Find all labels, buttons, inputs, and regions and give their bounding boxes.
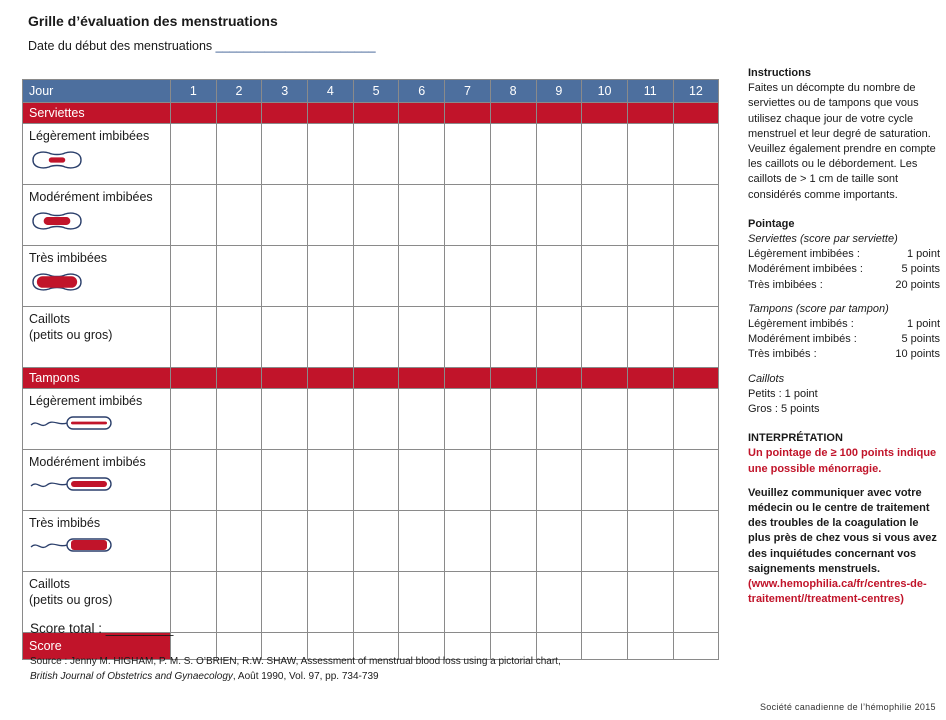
- tampon-row-2-day-1-cell[interactable]: [171, 450, 217, 511]
- tampon-row-3-day-10-cell[interactable]: [582, 511, 628, 572]
- pad-score-points: 5 points: [901, 263, 940, 276]
- pad-row-4-day-1-cell[interactable]: [171, 307, 217, 368]
- source-journal: British Journal of Obstetrics and Gynaecology: [30, 671, 233, 682]
- tampon-score-3: [748, 347, 940, 362]
- header-day-10: 10: [582, 80, 628, 103]
- pad-row-2-day-6-cell[interactable]: [399, 185, 445, 246]
- clot-score-2: Gros : 5 points: [748, 403, 820, 416]
- pads-section-band-cell: [536, 103, 582, 124]
- tampon-score-label: Légèrement imbibés :: [748, 318, 854, 331]
- pad-row-3-day-11-cell[interactable]: [627, 246, 673, 307]
- tampon-row-3-day-9-cell[interactable]: [536, 511, 582, 572]
- pad-row-2-label: [23, 185, 171, 246]
- pads-section-band-cell: [627, 103, 673, 124]
- tampon-row-4-day-4-cell[interactable]: [308, 572, 354, 633]
- pad-row-3-day-8-cell[interactable]: [490, 246, 536, 307]
- interpretation-text: Un pointage de ≥ 100 points indique une possible ménorragie.: [748, 447, 937, 475]
- tampons-section-band-cell: [627, 368, 673, 389]
- tampon-row-1-day-5-cell[interactable]: [353, 389, 399, 450]
- pad-row-1-day-12-cell[interactable]: [673, 124, 719, 185]
- tampon-heavy-icon: [29, 535, 170, 555]
- pad-score-label: Légèrement imbibées :: [748, 248, 860, 261]
- pad-row-1-day-5-cell[interactable]: [353, 124, 399, 185]
- pad-row-1-label: [23, 124, 171, 185]
- tampon-row-4-day-1-cell[interactable]: [171, 572, 217, 633]
- tampon-row-4-day-8-cell[interactable]: [490, 572, 536, 633]
- tampon-row-2-day-3-cell[interactable]: [262, 450, 308, 511]
- tampon-row-4-day-10-cell[interactable]: [582, 572, 628, 633]
- tampon-row-4-day-12-cell[interactable]: [673, 572, 719, 633]
- pad-row-1-day-7-cell[interactable]: [445, 124, 491, 185]
- pad-row-1-day-8-cell[interactable]: [490, 124, 536, 185]
- tampon-score-points: 1 point: [906, 318, 940, 331]
- pad-row-4-day-12-cell[interactable]: [673, 307, 719, 368]
- pads-section-band-cell: [445, 103, 491, 124]
- tampon-row-3-day-4-cell[interactable]: [308, 511, 354, 572]
- pad-row-1-day-6-cell[interactable]: [399, 124, 445, 185]
- pad-row-3: [23, 246, 719, 307]
- pad-row-4-day-3-cell[interactable]: [262, 307, 308, 368]
- pointage-title: Pointage: [748, 217, 795, 230]
- treatment-centres-link[interactable]: (www.hemophilia.ca/fr/centres-de-traitement//treatment-centres): [748, 578, 927, 606]
- instructions-text: Faites un décompte du nombre de serviettes ou de tampons que vous utilisez chaque jour de votre cycle menstruel et leur degré de saturation. Veuillez également prendre en compte les caillots ou le débordement. Les caillots de > 1 cm de taille sont considérés comme importants.: [748, 82, 936, 201]
- tampon-row-2-label-text: Modérément imbibés: [29, 455, 146, 469]
- pad-row-4-day-5-cell[interactable]: [353, 307, 399, 368]
- tampon-row-1-day-2-cell[interactable]: [216, 389, 262, 450]
- tampon-row-2-day-2-cell[interactable]: [216, 450, 262, 511]
- pad-row-1-day-4-cell[interactable]: [308, 124, 354, 185]
- pads-section-band-cell: [673, 103, 719, 124]
- pad-row-3-day-6-cell[interactable]: [399, 246, 445, 307]
- pads-section-row: [23, 103, 719, 124]
- pad-row-2-day-5-cell[interactable]: [353, 185, 399, 246]
- pad-score-points: 20 points: [895, 278, 940, 291]
- tampon-row-3: [23, 511, 719, 572]
- header-day-8: 8: [490, 80, 536, 103]
- tampon-row-3-day-6-cell[interactable]: [399, 511, 445, 572]
- pad-row-1-day-2-cell[interactable]: [216, 124, 262, 185]
- tampon-row-2-day-11-cell[interactable]: [627, 450, 673, 511]
- pad-row-4-day-11-cell[interactable]: [627, 307, 673, 368]
- source-line-1: Source : Jenny M. HIGHAM, P. M. S. O’BRIEN, R.W. SHAW, Assessment of menstrual blood loss using a pictorial chart,: [30, 656, 561, 667]
- pad-row-3-day-10-cell[interactable]: [582, 246, 628, 307]
- tampon-row-1-label-text: Légèrement imbibés: [29, 394, 143, 408]
- score-day-12-cell[interactable]: [673, 633, 719, 660]
- page-title: Grille d’évaluation des menstruations: [28, 13, 278, 29]
- tampons-section-band-cell: [353, 368, 399, 389]
- pads-section-label: Serviettes: [23, 103, 171, 124]
- tampon-row-4-day-3-cell[interactable]: [262, 572, 308, 633]
- tampons-section-band-cell: [171, 368, 217, 389]
- pad-row-3-day-3-cell[interactable]: [262, 246, 308, 307]
- start-date-line: [28, 39, 376, 53]
- tampon-row-3-day-7-cell[interactable]: [445, 511, 491, 572]
- tampon-row-2-day-10-cell[interactable]: [582, 450, 628, 511]
- pads-scores-list: [748, 247, 940, 293]
- pad-score-3: [748, 278, 940, 293]
- pad-row-4-day-6-cell[interactable]: [399, 307, 445, 368]
- evaluation-grid: [22, 79, 719, 660]
- pad-row-3-day-9-cell[interactable]: [536, 246, 582, 307]
- pad-row-2-day-8-cell[interactable]: [490, 185, 536, 246]
- tampon-row-4-label-sub: (petits ou gros): [29, 593, 113, 607]
- pad-row-1-day-1-cell[interactable]: [171, 124, 217, 185]
- tampon-row-2-day-8-cell[interactable]: [490, 450, 536, 511]
- tampon-score-points: 5 points: [901, 333, 940, 346]
- header-day-12: 12: [673, 80, 719, 103]
- tampon-row-4-day-11-cell[interactable]: [627, 572, 673, 633]
- pad-row-2-day-11-cell[interactable]: [627, 185, 673, 246]
- tampon-row-3-day-12-cell[interactable]: [673, 511, 719, 572]
- tampon-row-1-day-9-cell[interactable]: [536, 389, 582, 450]
- pad-row-4-day-7-cell[interactable]: [445, 307, 491, 368]
- tampon-row-2-day-5-cell[interactable]: [353, 450, 399, 511]
- tampon-row-1-day-10-cell[interactable]: [582, 389, 628, 450]
- tampon-score-label: Modérément imbibés :: [748, 333, 857, 346]
- header-day-7: 7: [445, 80, 491, 103]
- tampon-row-1-day-6-cell[interactable]: [399, 389, 445, 450]
- tampon-row-1-day-3-cell[interactable]: [262, 389, 308, 450]
- pads-section-band-cell: [582, 103, 628, 124]
- tampon-row-1-day-11-cell[interactable]: [627, 389, 673, 450]
- pad-row-2-day-2-cell[interactable]: [216, 185, 262, 246]
- tampon-row-4-day-5-cell[interactable]: [353, 572, 399, 633]
- tampon-row-3-day-11-cell[interactable]: [627, 511, 673, 572]
- tampon-row-4-day-7-cell[interactable]: [445, 572, 491, 633]
- tampon-row-3-label-text: Très imbibés: [29, 516, 101, 530]
- tampon-row-2: [23, 450, 719, 511]
- tampon-row-2-day-4-cell[interactable]: [308, 450, 354, 511]
- tampons-section-row: [23, 368, 719, 389]
- pad-row-2-day-7-cell[interactable]: [445, 185, 491, 246]
- tampon-row-2-label: [23, 450, 171, 511]
- pad-row-3-label-text: Très imbibées: [29, 251, 108, 265]
- pad-row-2-day-10-cell[interactable]: [582, 185, 628, 246]
- tampon-row-3-label: [23, 511, 171, 572]
- pad-score-2: [748, 262, 940, 277]
- pad-row-4-day-9-cell[interactable]: [536, 307, 582, 368]
- clots-scores-list: [748, 387, 940, 417]
- tampon-row-4-day-9-cell[interactable]: [536, 572, 582, 633]
- pad-row-3-day-2-cell[interactable]: [216, 246, 262, 307]
- clot-score-1: Petits : 1 point: [748, 387, 818, 400]
- tampon-row-1-day-7-cell[interactable]: [445, 389, 491, 450]
- tampon-row-1-day-8-cell[interactable]: [490, 389, 536, 450]
- tampons-scores-title: Tampons (score par tampon): [748, 302, 889, 315]
- pad-row-3-day-12-cell[interactable]: [673, 246, 719, 307]
- tampon-row-3-day-1-cell[interactable]: [171, 511, 217, 572]
- tampons-section-label: Tampons: [23, 368, 171, 389]
- tampon-row-2-day-7-cell[interactable]: [445, 450, 491, 511]
- pad-light-icon: [29, 148, 170, 172]
- source-details: , Août 1990, Vol. 97, pp. 734-739: [232, 671, 379, 682]
- tampon-row-4-label-text: Caillots: [29, 577, 70, 591]
- header-jour: Jour: [23, 80, 171, 103]
- tampon-row-3-day-2-cell[interactable]: [216, 511, 262, 572]
- tampon-score-label: Très imbibés :: [748, 348, 817, 361]
- tampons-section-band-cell: [536, 368, 582, 389]
- header-day-3: 3: [262, 80, 308, 103]
- pad-row-2-day-4-cell[interactable]: [308, 185, 354, 246]
- interpretation-title: INTERPRÉTATION: [748, 432, 843, 445]
- tampon-row-3-day-5-cell[interactable]: [353, 511, 399, 572]
- tampon-row-3-day-8-cell[interactable]: [490, 511, 536, 572]
- footer-credit: Société canadienne de l’hémophilie 2015: [760, 702, 936, 712]
- pads-section-band-cell: [171, 103, 217, 124]
- header-day-1: 1: [171, 80, 217, 103]
- source-citation: [30, 654, 670, 684]
- pad-moderate-icon: [29, 209, 170, 233]
- tampon-row-3-day-3-cell[interactable]: [262, 511, 308, 572]
- pad-row-1-label-text: Légèrement imbibées: [29, 129, 150, 143]
- pad-row-2-day-12-cell[interactable]: [673, 185, 719, 246]
- tampon-row-1-day-4-cell[interactable]: [308, 389, 354, 450]
- pad-row-3-day-7-cell[interactable]: [445, 246, 491, 307]
- pad-row-3-day-1-cell[interactable]: [171, 246, 217, 307]
- tampon-score-2: [748, 332, 940, 347]
- contact-text: Veuillez communiquer avec votre médecin ou le centre de traitement des troubles de la coagulation le plus près de chez vous si vous avez des inquiétudes concernant vos saignements menstruels.: [748, 486, 937, 575]
- tampon-row-4-day-6-cell[interactable]: [399, 572, 445, 633]
- tampon-score-points: 10 points: [895, 348, 940, 361]
- tampon-row-1-day-1-cell[interactable]: [171, 389, 217, 450]
- pad-score-label: Modérément imbibées :: [748, 263, 863, 276]
- tampon-score-1: [748, 317, 940, 332]
- tampon-row-1-day-12-cell[interactable]: [673, 389, 719, 450]
- pad-row-2-label-text: Modérément imbibées: [29, 190, 153, 204]
- tampons-section-band-cell: [216, 368, 262, 389]
- tampons-section-band-cell: [490, 368, 536, 389]
- pads-section-band-cell: [353, 103, 399, 124]
- header-day-5: 5: [353, 80, 399, 103]
- tampons-section-band-cell: [308, 368, 354, 389]
- pad-row-4-day-4-cell[interactable]: [308, 307, 354, 368]
- pad-row-4-day-10-cell[interactable]: [582, 307, 628, 368]
- pad-row-1-day-10-cell[interactable]: [582, 124, 628, 185]
- pad-row-2-day-1-cell[interactable]: [171, 185, 217, 246]
- sidebar: [748, 66, 940, 608]
- start-date-label: Date du début des menstruations: [28, 39, 213, 53]
- pads-section-band-cell: [308, 103, 354, 124]
- pad-row-4-label: [23, 307, 171, 368]
- pad-score-label: Très imbibées :: [748, 278, 823, 291]
- tampon-moderate-icon: [29, 474, 170, 494]
- header-day-4: 4: [308, 80, 354, 103]
- tampon-row-1: [23, 389, 719, 450]
- pad-score-1: [748, 247, 940, 262]
- pad-row-4-label-sub: (petits ou gros): [29, 328, 113, 342]
- pad-heavy-icon: [29, 270, 170, 294]
- tampon-row-2-day-6-cell[interactable]: [399, 450, 445, 511]
- tampons-section-band-cell: [582, 368, 628, 389]
- tampons-scores-list: [748, 317, 940, 363]
- header-day-11: 11: [627, 80, 673, 103]
- clots-scores-title: Caillots: [748, 372, 785, 385]
- tampons-section-band-cell: [262, 368, 308, 389]
- tampons-section-band-cell: [399, 368, 445, 389]
- pad-row-2-day-3-cell[interactable]: [262, 185, 308, 246]
- pads-section-band-cell: [216, 103, 262, 124]
- tampon-row-4-day-2-cell[interactable]: [216, 572, 262, 633]
- pads-scores-title: Serviettes (score par serviette): [748, 233, 898, 246]
- total-score-line[interactable]: Score total : _________: [30, 621, 174, 636]
- pad-row-4-day-8-cell[interactable]: [490, 307, 536, 368]
- tampon-light-icon: [29, 413, 170, 433]
- pad-row-4: [23, 307, 719, 368]
- pad-row-1-day-11-cell[interactable]: [627, 124, 673, 185]
- pad-row-4-label-text: Caillots: [29, 312, 70, 326]
- tampon-row-2-day-12-cell[interactable]: [673, 450, 719, 511]
- tampons-section-band-cell: [445, 368, 491, 389]
- header-day-9: 9: [536, 80, 582, 103]
- pad-row-1-day-3-cell[interactable]: [262, 124, 308, 185]
- pads-section-band-cell: [262, 103, 308, 124]
- tampons-section-band-cell: [673, 368, 719, 389]
- pad-row-3-day-5-cell[interactable]: [353, 246, 399, 307]
- header-row: [23, 80, 719, 103]
- pad-row-2: [23, 185, 719, 246]
- header-day-2: 2: [216, 80, 262, 103]
- pad-row-1-day-9-cell[interactable]: [536, 124, 582, 185]
- tampon-row-1-label: [23, 389, 171, 450]
- source-line-2: [30, 669, 670, 684]
- tampon-row-2-day-9-cell[interactable]: [536, 450, 582, 511]
- header-day-6: 6: [399, 80, 445, 103]
- pad-row-4-day-2-cell[interactable]: [216, 307, 262, 368]
- start-date-blank[interactable]: _______________________: [215, 39, 376, 53]
- pad-row-3-day-4-cell[interactable]: [308, 246, 354, 307]
- pads-section-band-cell: [490, 103, 536, 124]
- pad-row-1: [23, 124, 719, 185]
- pad-row-2-day-9-cell[interactable]: [536, 185, 582, 246]
- pad-row-3-label: [23, 246, 171, 307]
- pad-score-points: 1 point: [906, 248, 940, 261]
- score-label: Score: [23, 633, 171, 660]
- pads-section-band-cell: [399, 103, 445, 124]
- instructions-title: Instructions: [748, 67, 811, 79]
